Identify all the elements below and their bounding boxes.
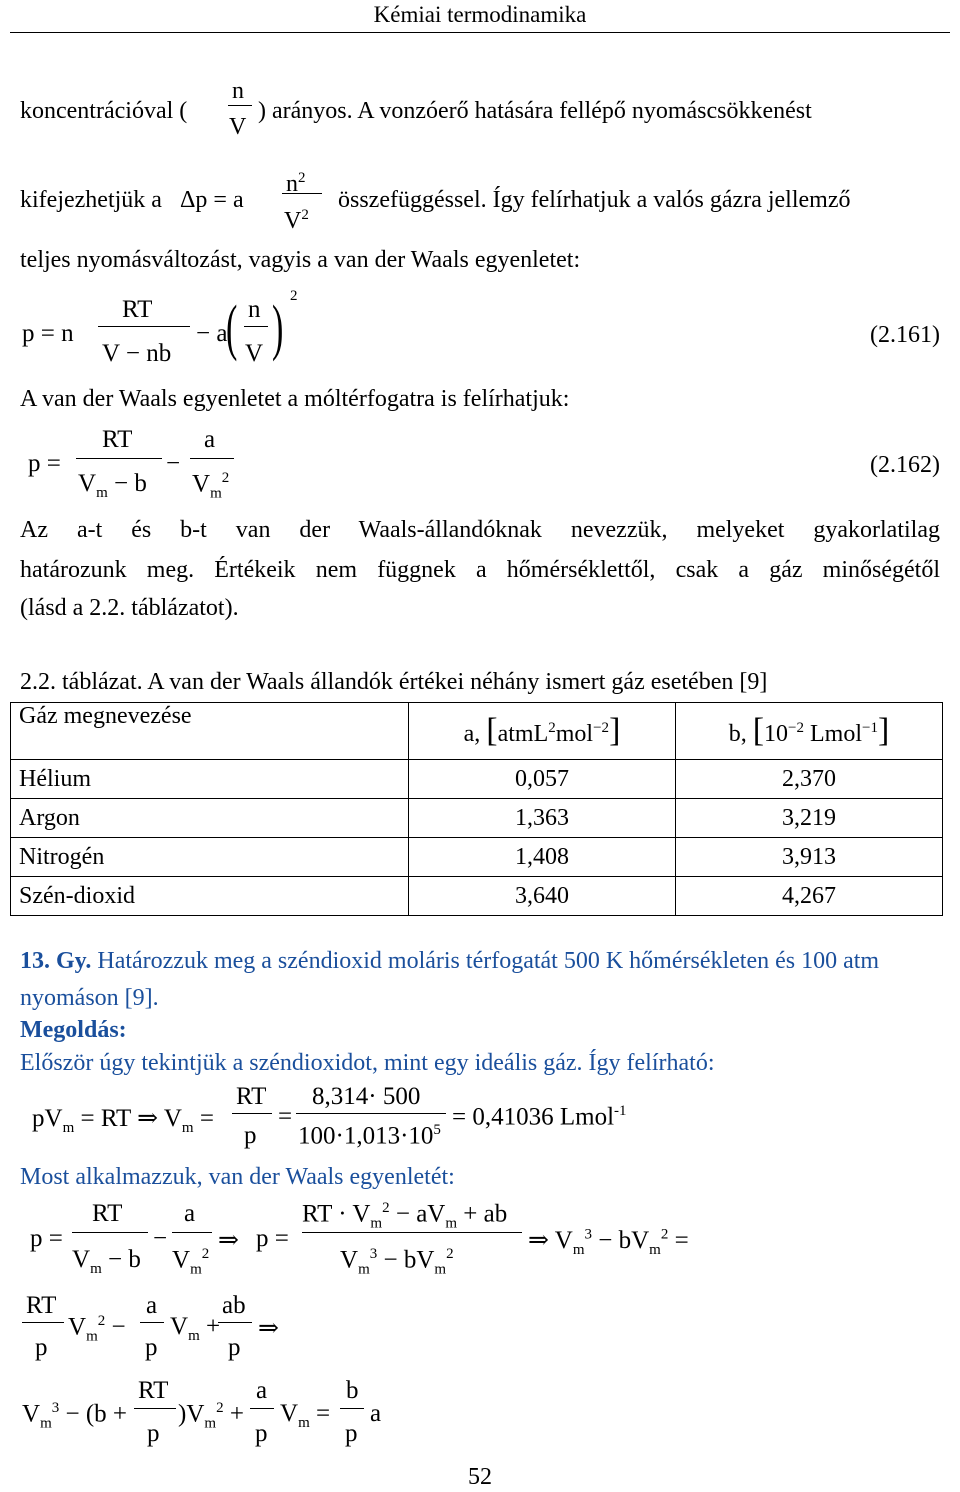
cell-a: 1,363 xyxy=(409,799,676,838)
page-header: Kémiai termodinamika xyxy=(373,2,587,27)
frac-bar xyxy=(340,1408,364,1409)
vdw-RT: RT xyxy=(92,1200,123,1227)
text-line-2a: kifejezhetjük a xyxy=(20,187,162,213)
exercise-line-2: nyomáson [9]. xyxy=(20,985,159,1011)
eq162-label: (2.162) xyxy=(870,452,940,478)
vdw3-a-rhs: a xyxy=(370,1400,382,1427)
solution-label: Megoldás: xyxy=(20,1017,127,1043)
frac-bar xyxy=(76,458,162,459)
vdw-minus: − xyxy=(153,1225,168,1252)
frac-bar xyxy=(302,1232,522,1233)
frac-bar xyxy=(218,1322,252,1323)
frac-bar xyxy=(140,1322,164,1323)
vdw3-p2: p xyxy=(255,1420,268,1447)
ideal-result: = 0,41036 Lmol$^{-1}$ xyxy=(452,1103,627,1131)
frac-bar xyxy=(282,193,322,194)
eq162-minus: − xyxy=(166,450,181,477)
cell-gas: Szén-dioxid xyxy=(11,877,409,916)
frac-bar xyxy=(250,1408,274,1409)
vdw2-V: $V_m$ + xyxy=(170,1313,221,1344)
eq161-p: p = n xyxy=(22,320,74,347)
eq162-den2: $V_m^2$ xyxy=(192,470,230,502)
cell-a: 1,408 xyxy=(409,838,676,877)
eq161-den: V − nb xyxy=(102,340,172,367)
page-number: 52 xyxy=(468,1464,492,1490)
table-row xyxy=(11,838,943,877)
frac-bar xyxy=(134,1408,176,1409)
table-row xyxy=(11,877,943,916)
eq161-V: V xyxy=(245,340,264,367)
eq161-RT: RT xyxy=(122,296,153,323)
vdw2-implies: ⇒ xyxy=(258,1315,279,1342)
cell-gas: Hélium xyxy=(11,760,409,799)
header-rule xyxy=(10,32,950,33)
paren-left: ( xyxy=(226,294,238,362)
frac-bar xyxy=(190,458,234,459)
table-header-row xyxy=(11,703,943,760)
eq162-p: p = xyxy=(28,450,61,477)
text-line-5: A van der Waals egyenletet a móltérfogatra is felírhatjuk: xyxy=(20,386,570,412)
eq162-RT: RT xyxy=(102,426,133,453)
delta-p: Δp = a xyxy=(180,187,244,213)
text-line-1a: koncentrációval ( xyxy=(20,98,188,124)
vdw-den3: $V_m^3 - bV_m^2$ xyxy=(340,1246,454,1278)
vdw2-p1: p xyxy=(35,1334,48,1361)
ideal-equals: = xyxy=(278,1103,293,1130)
vdw3-p1: p xyxy=(147,1420,160,1447)
table-caption: 2.2. táblázat. A van der Waals állandók értékei néhány ismert gáz esetében [9] xyxy=(20,669,768,695)
vdw-a: a xyxy=(184,1200,196,1227)
frac-bar xyxy=(172,1232,212,1233)
vdw3-b: b xyxy=(346,1377,359,1404)
frac-bar xyxy=(296,1113,446,1114)
vdw2-ab: ab xyxy=(222,1292,246,1319)
cell-b: 3,913 xyxy=(676,838,943,877)
ideal-frac2-num: 8,314· 500 xyxy=(312,1083,421,1110)
constants-table xyxy=(10,702,943,916)
th-a: a, [atmL$^2$mol$^{-2}$] xyxy=(409,703,676,760)
ideal-lhs: $pV_m$ = RT ⇒ $V_m$ = xyxy=(32,1105,214,1136)
paragraph-line-3: (lásd a 2.2. táblázatot). xyxy=(20,595,239,621)
frac-bar xyxy=(244,326,268,327)
eq162-den1: $V_m - b$ xyxy=(78,470,147,501)
vdw2-p3: p xyxy=(228,1334,241,1361)
cell-b: 2,370 xyxy=(676,760,943,799)
th-gas: Gáz megnevezése xyxy=(11,703,409,760)
vdw3-a: a xyxy=(256,1377,268,1404)
th-b: b, [$10^{-2}$ Lmol$^{-1}$] xyxy=(676,703,943,760)
frac-bar xyxy=(72,1232,148,1233)
cell-b: 3,219 xyxy=(676,799,943,838)
paren-right: ) xyxy=(272,294,284,362)
ideal-frac2-den: $100\cdot 1,013\cdot 10^5$ xyxy=(298,1122,441,1150)
ideal-frac1-num: RT xyxy=(236,1083,267,1110)
paragraph-line-1: Az a-t és b-t van der Waals-állandóknak nevezzük, melyeket gyakorlatilag xyxy=(20,517,940,543)
vdw3-p3: p xyxy=(345,1420,358,1447)
vdw2-p2: p xyxy=(145,1334,158,1361)
eq161-minus-a: − a xyxy=(196,320,228,347)
vdw-p2: p = xyxy=(256,1225,289,1252)
paragraph-line-2: határozunk meg. Értékeik nem függnek a hőmérséklettől, csak a gáz minőségétől xyxy=(20,557,940,583)
frac-bar xyxy=(22,1322,64,1323)
text-line-1b: ) arányos. A vonzóerő hatására fellépő nyomáscsökkenést xyxy=(258,98,812,124)
n2-num: $n^2$ xyxy=(286,170,306,197)
vdw-p: p = xyxy=(30,1225,63,1252)
vdw-implies-1: ⇒ xyxy=(218,1227,239,1254)
eq161-label: (2.161) xyxy=(870,322,940,348)
cell-b: 4,267 xyxy=(676,877,943,916)
text-line-2b: összefüggéssel. Így felírhatjuk a valós gázra jellemző xyxy=(338,187,851,213)
exercise-line-1: 13. Gy. Határozzuk meg a széndioxid moláris térfogatát 500 K hőmérsékleten és 100 atm xyxy=(20,948,880,974)
V2-den: $V^2$ xyxy=(284,207,309,234)
vdw3-RT: RT xyxy=(138,1377,169,1404)
solution-line-2: Most alkalmazzuk, van der Waals egyenletét: xyxy=(20,1164,455,1190)
vdw2-RT: RT xyxy=(26,1292,57,1319)
ideal-frac1-den: p xyxy=(244,1122,257,1149)
cell-a: 0,057 xyxy=(409,760,676,799)
vdw3-V2: )$V_m^2$ + xyxy=(178,1400,244,1432)
vdw-num2: RT · $V_m^2 - aV_m$ + ab xyxy=(302,1200,508,1232)
text-line-3: teljes nyomásváltozást, vagyis a van der Waals egyenletet: xyxy=(20,247,581,273)
vdw3-V: $V_m$ = xyxy=(280,1400,331,1431)
vdw-rhs: ⇒ $V_m^3 - bV_m^2$ = xyxy=(528,1226,689,1258)
solution-line-1: Először úgy tekintjük a széndioxidot, mint egy ideális gáz. Így felírható: xyxy=(20,1050,715,1076)
table-row xyxy=(11,760,943,799)
vdw-den1: $V_m - b$ xyxy=(72,1246,141,1277)
cell-a: 3,640 xyxy=(409,877,676,916)
vdw2-V2: $V_m^2$ − xyxy=(68,1313,126,1345)
vdw3-V3: $V_m^3 - (b$ + xyxy=(22,1400,128,1432)
cell-gas: Nitrogén xyxy=(11,838,409,877)
frac-bar xyxy=(232,1113,272,1114)
frac-V: V xyxy=(229,114,247,140)
eq161-sq: 2 xyxy=(290,288,298,304)
frac-bar xyxy=(98,326,190,327)
frac-n: n xyxy=(232,78,244,104)
cell-gas: Argon xyxy=(11,799,409,838)
frac-bar xyxy=(228,105,252,106)
vdw-den2: $V_m^2$ xyxy=(172,1246,210,1278)
eq162-a: a xyxy=(204,426,216,453)
eq161-n: n xyxy=(248,296,261,323)
vdw2-a: a xyxy=(146,1292,158,1319)
table-row xyxy=(11,799,943,838)
